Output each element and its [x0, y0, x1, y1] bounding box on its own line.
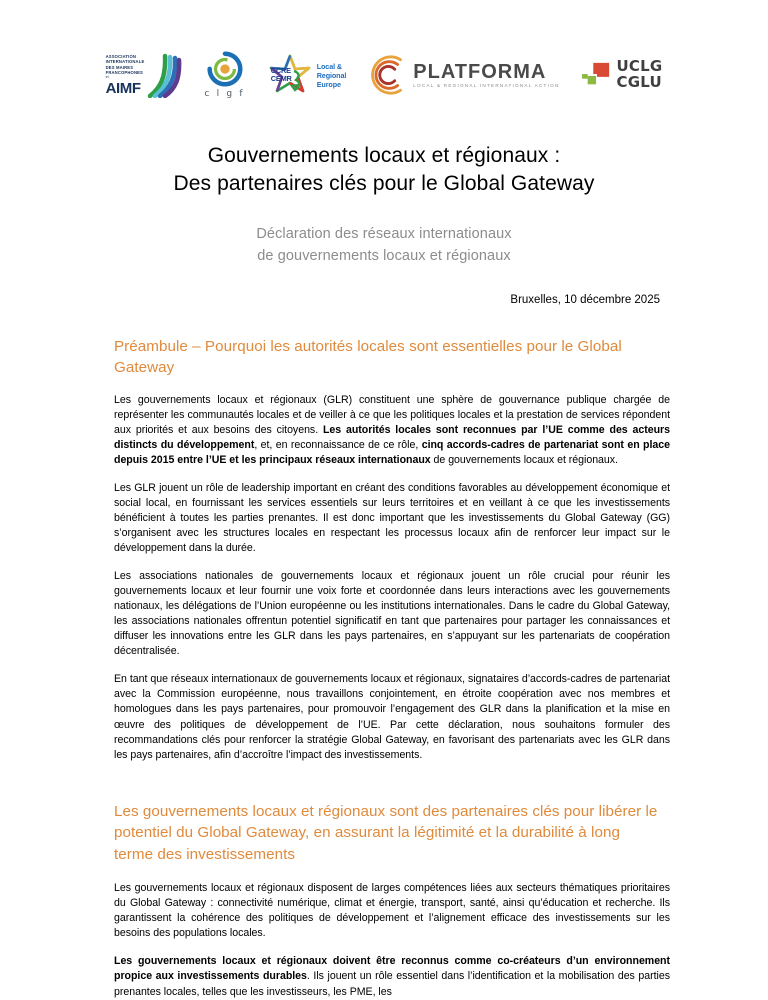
paragraph [114, 393, 670, 468]
ccre-sub-line2: Regional [316, 70, 347, 80]
aimf-acronym: AIMF [105, 80, 141, 98]
aimf-text-block [106, 54, 145, 97]
ccre-badge-line2: CEMR [270, 73, 292, 83]
text-run: de gouvernements locaux et régionaux. [430, 454, 618, 467]
aimf-logo [106, 46, 183, 104]
uclg-line-2: CGLU [616, 73, 662, 91]
document-body [114, 306, 670, 1000]
aimf-swoosh-icon [146, 52, 182, 98]
paragraph [114, 954, 670, 999]
text-run: . Ils jouent un rôle essentiel dans l’identification et la mobilisation des parties prenantes locales, telles que les investisseurs, les PME, les [114, 970, 670, 998]
dateline: Bruxelles, 10 décembre 2025 [510, 293, 660, 306]
page-title-line-1: Gouvernements locaux et régionaux : [207, 144, 561, 167]
clgf-ring-icon [207, 51, 243, 87]
section-heading-preambule: Préambule – Pourquoi les autorités locales sont essentielles pour le Global Gateway [114, 337, 622, 377]
platforma-text-block [413, 62, 559, 89]
platforma-logo [368, 46, 559, 104]
ccre-sub-line1: Local & [316, 61, 342, 71]
text-run: Les gouvernements locaux et régionaux disposent de larges compétences liées aux secteurs thématiques prioritaires du Global Gateway : connectivité numérique, climat et énergie, transport, santé, ainsi qu’éducation et recherche. Ils garantissent la cohérence des politiques de développement et l’alignement efficace des investissements sur les besoins des populations locales. [114, 882, 670, 940]
clgf-wordmark: c l g f [204, 89, 245, 99]
text-run: Les GLR jouent un rôle de leadership important en créant des conditions favorables au développement économique et social local, en fournissant les services essentiels sur leurs territoires et en veillant à ce que les investissements bénéficient à toutes les parties prenantes. Il est donc important que les investissements du Global Gateway (GG) s’organisent avec les structures locales en respectant les processus locaux afin de renforcer leur impact sur le développement dans la durée. [114, 482, 670, 555]
aimf-line-3: DES MAIRES [105, 64, 134, 70]
aimf-connector: et [105, 75, 109, 80]
ccre-star-icon [267, 53, 313, 97]
ccre-subtitle [317, 62, 347, 89]
paragraph [114, 881, 670, 941]
paragraph [114, 569, 670, 659]
platforma-spiral-icon [368, 54, 410, 96]
page-subtitle-line-2: de gouvernements locaux et régionaux [257, 248, 511, 264]
text-run: , et, en reconnaissance de ce rôle, [254, 439, 422, 451]
page-title [70, 142, 698, 198]
uclg-cglu-logo [582, 46, 663, 104]
ccre-badge-text [271, 67, 292, 83]
page-subtitle [90, 224, 678, 268]
ccre-badge-line1: CCRE [270, 66, 291, 75]
page-title-line-2: Des partenaires clés pour le Global Gateway [173, 172, 595, 196]
ccre-cemr-logo [267, 46, 347, 104]
emphasis-run: cinq accords-cadres de partenariat sont en place depuis 2015 entre l’UE et les principaux réseaux internationaux [114, 439, 670, 467]
paragraph [114, 481, 670, 556]
text-run: En tant que réseaux internationaux de gouvernements locaux et régionaux, signataires d’accords-cadres de partenariat avec la Commission européenne, nous travaillons conjointement, en étroite coopération avec nos membres et homologues dans les pays partenaires, pour promouvoir l’engagement des GLR dans la planification et la mise en œuvre des politiques de développement de l’UE. Par cette déclaration, nous souhaitons formuler des recommandations clés pour renforcer la stratégie Global Gateway, en favorisant des partenariats avec les GLR dans les pays partenaires, afin d’accroître l’impact des investissements. [114, 673, 670, 761]
platforma-wordmark: PLATFORMA [413, 60, 547, 83]
page-subtitle-line-1: Déclaration des réseaux internationaux [256, 226, 512, 243]
aimf-line-4: FRANCOPHONES [105, 70, 144, 76]
uclg-text-block [617, 59, 663, 90]
aimf-line-1: ASSOCIATION [105, 53, 137, 59]
text-run: Les gouvernements locaux et régionaux (GLR) constituent une sphère de gouvernance publique chargée de représenter les communautés locales et de veiller à ce que les politiques locales et la prestation de services répondent aux priorités et aux besoins des citoyens. [114, 393, 670, 436]
emphasis-run: Les gouvernements locaux et régionaux doivent être reconnus comme co-créateurs d’un environnement propice aux investissements durables [114, 955, 670, 983]
uclg-line-1: UCLG [616, 57, 663, 76]
aimf-line-2: INTERNATIONALE [105, 59, 145, 65]
emphasis-run: Les autorités locales sont reconnues par l’UE comme des acteurs distincts du développement [114, 423, 670, 451]
uclg-mark-icon [582, 61, 612, 89]
ccre-sub-line3: Europe [316, 79, 341, 89]
text-run: Les associations nationales de gouvernements locaux et régionaux jouent un rôle crucial pour réunir les gouvernements locaux et leur fournir une voix forte et coordonnée dans leurs interactions avec les gouvernements nationaux, les délégations de l’Union européenne ou les institutions internationales. Dans le cadre du Global Gateway, les associations nationales offrentun potentiel significatif en tant que partenaires pour partager les connaissances et diffuser les innovations entre les GLR dans les pays partenaires, en s’appuyant sur les partenariats de coopération décentralisée. [114, 570, 670, 658]
paragraph [114, 672, 670, 762]
platforma-tagline: LOCAL & REGIONAL INTERNATIONAL ACTION [413, 82, 560, 88]
section-heading-partenaires-cles: Les gouvernements locaux et régionaux sont des partenaires clés pour libérer le potentiel du Global Gateway, en assurant la légitimité et la durabilité à long terme des investissements [114, 802, 658, 863]
clgf-logo [204, 46, 244, 104]
logo-bar [0, 0, 768, 106]
